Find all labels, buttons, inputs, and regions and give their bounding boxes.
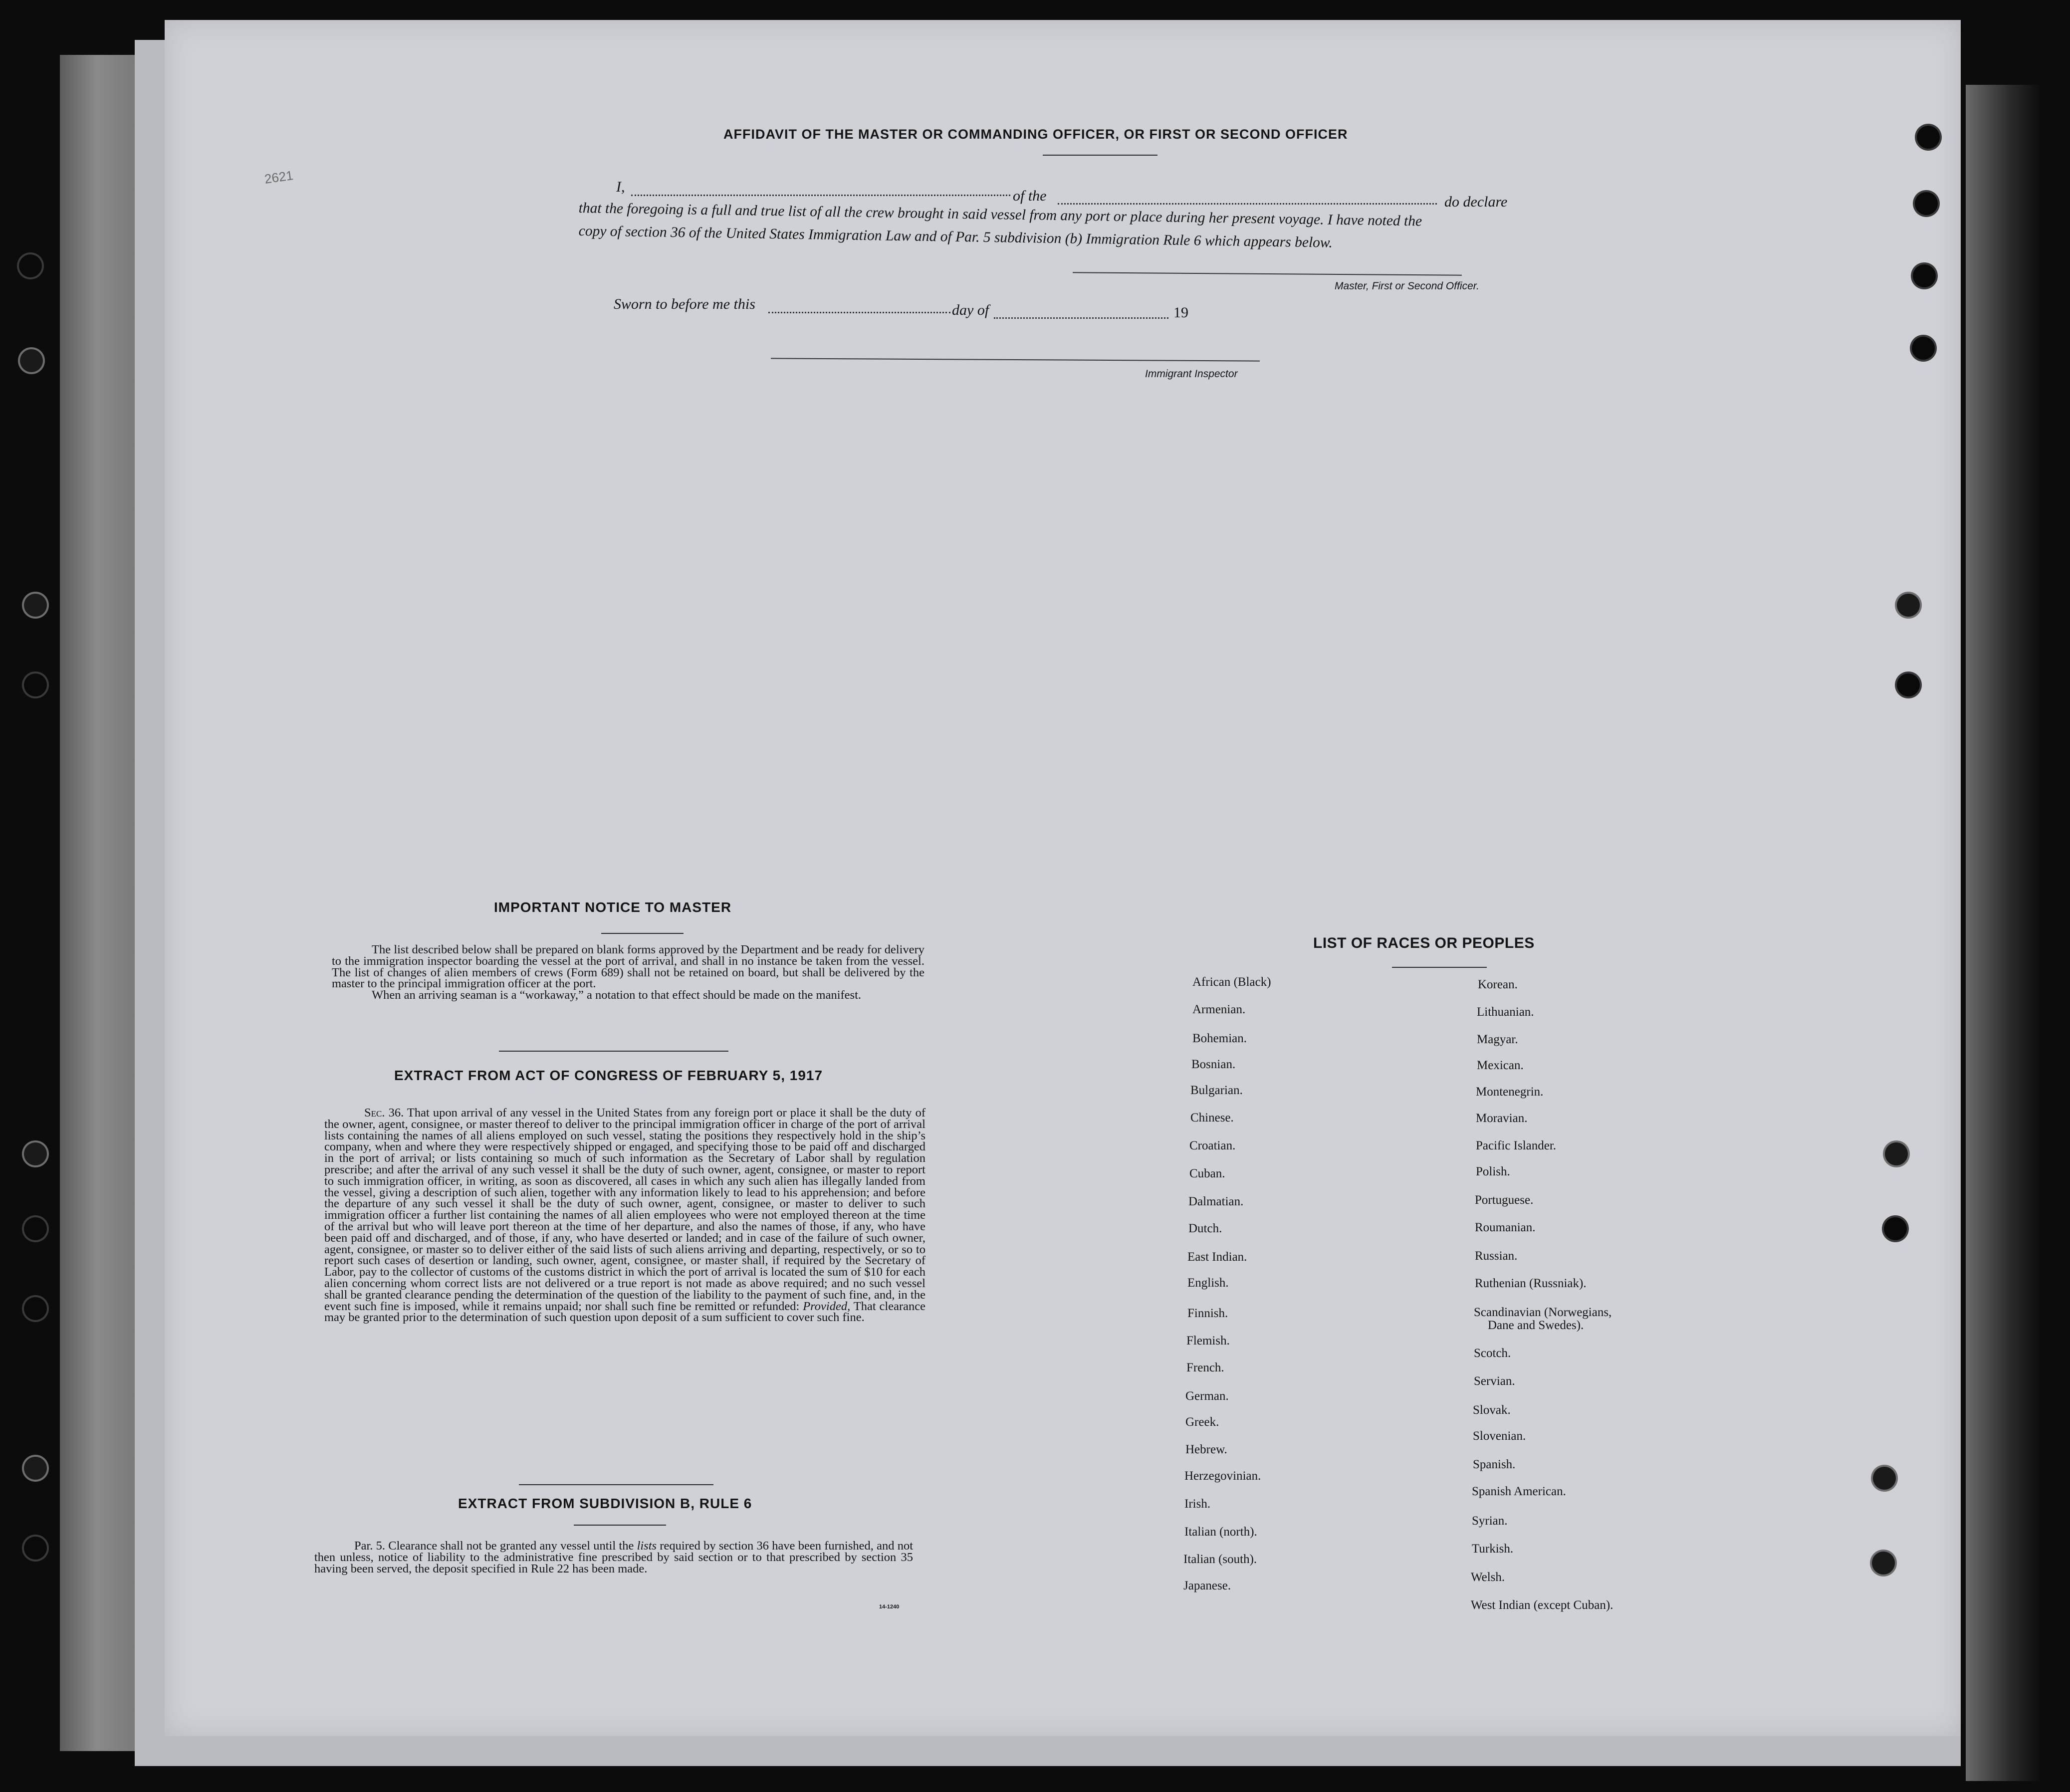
act-section-body: That upon arrival of any vessel in the United States from any foreign port or place it shall be the duty of the owner, agent, consignee, or master thereof to deliver to the principal immigration officer in charge of the port of arrival lists containing the names of all aliens employed on such vessel, stating the positions they respectively hold in the ship’s company, when and where they were respectively shipped or engaged, and specifying those to be paid off and discharged in the port of arrival; or lists containing so much of such information as the Secretary of Labor shall by regulation prescribe; and after the arrival of any such vessel it shall be the duty of such owner, agent, consignee, or master to report to such immigration officer, in writing, as soon as discovered, all cases in which any such alien has illegally landed from the vessel, giving a description of such alien, together with any information likely to lead to his apprehension; and before the departure of any such vessel it shall be the duty of such owner, agent, consignee, or master to deliver to such immigration officer a further list containing the names of all alien employees who were not employed thereon at the time of the arrival but who will leave port thereon at the time of her departure, and also the names of those, if any, who have been paid off and discharged, and of those, if any, who have deserted or landed; and in case of the failure of such owner, agent, consignee, or master so to deliver either of the said lists of such aliens arriving and departing, respectively, or so to report such cases of desertion or landing, such owner, agent, consignee, or master shall, if required by the Secretary of Labor, pay to the collector of customs of the customs district in which the port of arrival is located the sum of $10 for each alien concerning whom correct lists are not delivered or a true report is not made as above required; and no such vessel shall be granted clearance pending the determination of the question of the liability to the payment of such fine, and, in the event such fine is imposed, while it remains unpaid; nor shall such fine be remitted or refunded: (324, 1106, 925, 1313)
inspector-signature-field[interactable] (771, 358, 1260, 361)
rule-body-rest: required by section 36 have been furnished, and not then unless, notice of liability to the administrative fine prescribed by said section or to that prescribed by section 35 having been served, the deposit specified in Rule 22 has been made. (314, 1539, 914, 1575)
race-item: Mexican. (1477, 1059, 1524, 1072)
sworn-prefix: Sworn to before me this (614, 296, 755, 312)
race-item: Croatian. (1189, 1139, 1236, 1152)
master-name-field[interactable] (631, 195, 1010, 196)
punch-hole-icon (1913, 264, 1936, 287)
race-item: Chinese. (1190, 1111, 1234, 1124)
affidavit-line-2: that the foregoing is a full and true list of all the crew brought in said vessel from any port or place during her present voyage. I have noted the (578, 200, 1422, 229)
race-item: West Indian (except Cuban). (1471, 1598, 1613, 1612)
rule-extract-paragraph (314, 1541, 913, 1574)
punch-hole-icon (24, 673, 47, 696)
races-title: LIST OF RACES OR PEOPLES (1313, 935, 1535, 951)
race-item: Hebrew. (1185, 1443, 1227, 1456)
race-item: Pacific Islander. (1476, 1139, 1557, 1152)
act-extract-body (324, 1108, 925, 1324)
page-edge-shadow (1966, 85, 2041, 1781)
punch-hole-icon (24, 1457, 47, 1480)
notice-paragraph-2: When an arriving seaman is a “workaway,” a notation to that effect should be made on the manifest. (372, 988, 862, 1002)
affidavit-of-the: of the (1013, 188, 1047, 204)
punch-hole-icon (1915, 192, 1938, 215)
race-item: German. (1185, 1389, 1229, 1403)
race-item: French. (1186, 1361, 1224, 1374)
punch-hole-icon (24, 1297, 47, 1320)
races-right-column (1471, 978, 1827, 1616)
races-title-rule (1392, 967, 1487, 968)
races-left-column (1182, 975, 1482, 1614)
rule-extract-body (314, 1541, 913, 1574)
rule-extract-title-rule (574, 1525, 666, 1526)
race-item: Flemish. (1186, 1334, 1230, 1347)
race-item: Dane and Swedes). (1488, 1319, 1584, 1332)
punch-hole-icon (24, 594, 47, 617)
race-item: Spanish. (1473, 1458, 1516, 1471)
act-proviso-rest: That clearance may be granted prior to the determination of such question upon deposit of a sum sufficient to cover such fine. (324, 1299, 926, 1325)
race-item: Bosnian. (1191, 1058, 1236, 1071)
pencil-mark: 2621 (263, 168, 294, 187)
affidavit-line-3: copy of section 36 of the United States Immigration Law and of Par. 5 subdivision (b) Immigration Rule 6 which appears below. (578, 223, 1333, 251)
punch-hole-icon (20, 349, 43, 372)
race-item: Slovenian. (1473, 1429, 1526, 1443)
race-item: Servian. (1474, 1374, 1515, 1388)
race-item: Japanese. (1183, 1579, 1231, 1592)
document-page (165, 20, 1961, 1736)
act-section-label: Sec. 36. (364, 1106, 404, 1120)
affidavit-title: AFFIDAVIT OF THE MASTER OR COMMANDING OFFICER, OR FIRST OR SECOND OFFICER (723, 127, 1348, 142)
race-item: African (Black) (1192, 975, 1271, 989)
rule-body-italic: lists (637, 1539, 657, 1553)
race-item: Armenian. (1192, 1003, 1246, 1016)
race-item: Dalmatian. (1188, 1195, 1244, 1208)
race-item: Russian. (1475, 1249, 1518, 1263)
sworn-month-field[interactable] (994, 317, 1168, 319)
act-proviso-word: Provided, (803, 1299, 851, 1313)
sworn-year-prefix: 19 (1173, 304, 1188, 321)
vessel-name-field[interactable] (1058, 203, 1437, 205)
punch-hole-icon (1885, 1142, 1908, 1165)
race-item: Montenegrin. (1476, 1085, 1544, 1099)
affidavit-line-i: I, (616, 179, 625, 195)
act-divider (519, 1484, 713, 1485)
race-item: Bulgarian. (1190, 1084, 1243, 1097)
master-signature-caption: Master, First or Second Officer. (1335, 280, 1479, 292)
rule-extract-title: EXTRACT FROM SUBDIVISION B, RULE 6 (458, 1496, 752, 1511)
race-item: Moravian. (1476, 1112, 1528, 1125)
notice-paragraph-1: The list described below shall be prepared on blank forms approved by the Department and be ready for delivery to the immigration inspector boarding the vessel at the port of arrival, and shall in no instance be taken from the vessel. The list of changes of alien members of crews (Form 689) shall not be retained on board, but shall be delivered by the master to the principal immigration officer at the port. (332, 943, 924, 991)
race-item: English. (1187, 1276, 1229, 1290)
race-item: Spanish American. (1472, 1485, 1566, 1498)
race-item: Bohemian. (1192, 1032, 1247, 1045)
punch-hole-icon (1872, 1552, 1895, 1574)
affidavit-do-declare: do declare (1444, 194, 1508, 210)
punch-hole-icon (1897, 594, 1920, 617)
race-item: Portuguese. (1475, 1193, 1534, 1207)
notice-title-rule (601, 933, 684, 934)
race-item: Welsh. (1471, 1570, 1505, 1584)
punch-hole-icon (1912, 337, 1935, 360)
race-item: East Indian. (1187, 1250, 1247, 1264)
notice-title: IMPORTANT NOTICE TO MASTER (494, 899, 732, 915)
race-item: Scandinavian (Norwegians, (1474, 1306, 1612, 1319)
race-item: Italian (north). (1184, 1525, 1257, 1539)
act-extract-title: EXTRACT FROM ACT OF CONGRESS OF FEBRUARY 5, 1917 (394, 1068, 823, 1083)
sworn-day-field[interactable] (768, 312, 950, 313)
race-item: Italian (south). (1183, 1553, 1257, 1566)
punch-hole-icon (24, 1142, 47, 1165)
race-item: Polish. (1476, 1165, 1510, 1178)
notice-divider (499, 1051, 728, 1052)
affidavit-title-rule (1043, 155, 1157, 156)
punch-hole-icon (24, 1537, 47, 1560)
race-item: Cuban. (1189, 1167, 1225, 1180)
race-item: Magyar. (1477, 1033, 1518, 1046)
rule-body-start: Par. 5. Clearance shall not be granted any vessel until the (354, 1539, 634, 1553)
punch-hole-icon (1884, 1217, 1907, 1240)
inspector-caption: Immigrant Inspector (1145, 368, 1238, 380)
notice-body (332, 944, 924, 1001)
race-item: Roumanian. (1475, 1221, 1536, 1234)
race-item: Irish. (1184, 1497, 1211, 1511)
race-item: Ruthenian (Russniak). (1475, 1277, 1587, 1290)
race-item: Lithuanian. (1477, 1005, 1534, 1019)
punch-hole-icon (1897, 673, 1920, 696)
punch-hole-icon (1917, 126, 1940, 149)
race-item: Scotch. (1474, 1346, 1511, 1360)
sworn-day-of: day of (952, 302, 989, 318)
race-item: Turkish. (1472, 1542, 1514, 1556)
punch-hole-icon (1873, 1467, 1896, 1490)
race-item: Slovak. (1473, 1403, 1511, 1417)
race-item: Finnish. (1187, 1307, 1228, 1320)
race-item: Greek. (1185, 1415, 1219, 1429)
race-item: Syrian. (1472, 1514, 1508, 1528)
punch-hole-icon (24, 1217, 47, 1240)
form-number: 14-1240 (879, 1604, 900, 1610)
race-item: Herzegovinian. (1184, 1469, 1261, 1483)
punch-hole-icon (19, 254, 42, 277)
race-item: Korean. (1478, 978, 1518, 991)
race-item: Dutch. (1188, 1222, 1222, 1235)
act-section-text (324, 1108, 925, 1324)
master-signature-field[interactable] (1073, 272, 1462, 275)
